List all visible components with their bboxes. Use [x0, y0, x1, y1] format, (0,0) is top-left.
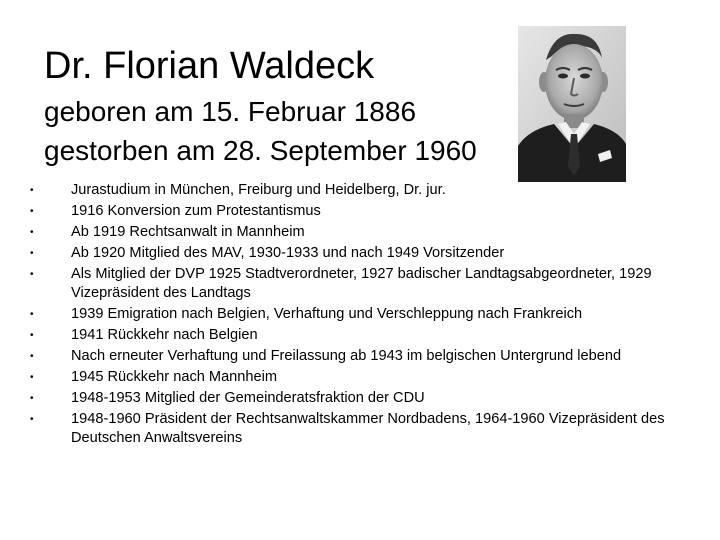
- bullet-marker: •: [30, 372, 34, 383]
- list-item: [30, 347, 690, 366]
- death-date-line: gestorben am 28. September 1960: [44, 135, 477, 166]
- slide-title: Dr. Florian Waldeck: [44, 45, 375, 87]
- bullet-marker: •: [30, 185, 34, 196]
- portrait-photo: [518, 26, 626, 182]
- list-item: [30, 368, 690, 387]
- bullet-marker: •: [30, 227, 34, 238]
- list-item-text: 1939 Emigration nach Belgien, Verhaftung und Verschleppung nach Frankreich: [71, 306, 583, 322]
- list-item-text: Ab 1920 Mitglied des MAV, 1930-1933 und nach 1949 Vorsitzender: [71, 245, 505, 261]
- bullet-marker: •: [30, 248, 34, 259]
- list-item-text: 1948-1953 Mitglied der Gemeinderatsfraktion der CDU: [71, 390, 425, 406]
- list-item-text: Ab 1919 Rechtsanwalt in Mannheim: [71, 224, 305, 240]
- list-item: [30, 305, 690, 324]
- list-item-text: Als Mitglied der DVP 1925 Stadtverordneter, 1927 badischer Landtagsabgeordneter, 1929 Vizepräsident des Landtags: [71, 266, 652, 301]
- biography-bullet-list: [30, 181, 690, 450]
- list-item: [30, 265, 690, 303]
- list-item: [30, 202, 690, 221]
- birth-date-line: geboren am 15. Februar 1886: [44, 96, 417, 127]
- list-item-text: 1945 Rückkehr nach Mannheim: [71, 369, 278, 385]
- list-item-text: 1941 Rückkehr nach Belgien: [71, 327, 258, 343]
- bullet-marker: •: [30, 393, 34, 404]
- list-item: [30, 326, 690, 345]
- bullet-marker: •: [30, 309, 34, 320]
- list-item: [30, 223, 690, 242]
- bullet-marker: •: [30, 351, 34, 362]
- list-item: [30, 181, 690, 200]
- bullet-marker: •: [30, 330, 34, 341]
- list-item-text: Jurastudium in München, Freiburg und Heidelberg, Dr. jur.: [71, 182, 446, 198]
- list-item: [30, 244, 690, 263]
- list-item-text: 1948-1960 Präsident der Rechtsanwaltskammer Nordbadens, 1964-1960 Vizepräsident des Deutschen Anwaltsvereins: [71, 411, 665, 446]
- list-item-text: 1916 Konversion zum Protestantismus: [71, 203, 321, 219]
- bullet-marker: •: [30, 269, 34, 280]
- bullet-marker: •: [30, 206, 34, 217]
- list-item: [30, 410, 690, 448]
- list-item: [30, 389, 690, 408]
- bullet-marker: •: [30, 414, 34, 425]
- list-item-text: Nach erneuter Verhaftung und Freilassung ab 1943 im belgischen Untergrund lebend: [71, 348, 622, 364]
